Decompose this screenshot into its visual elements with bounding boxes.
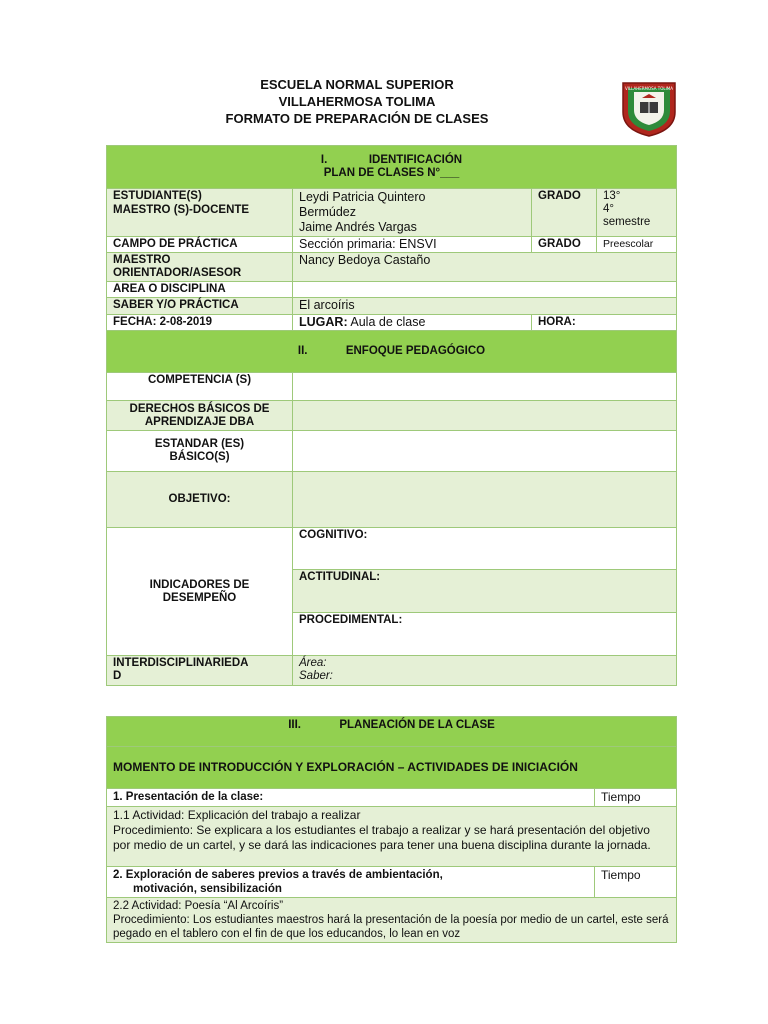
section-identificacion-header bbox=[107, 146, 677, 189]
logo-text: VILLAHERMOSA TOLIMA bbox=[625, 86, 673, 91]
tiempo-label-2: Tiempo bbox=[595, 867, 677, 898]
section-number: II. bbox=[297, 345, 308, 357]
document-header bbox=[150, 76, 564, 127]
presentacion-actividad: 1.1 Actividad: Explicación del trabajo a realizar bbox=[113, 808, 361, 822]
grado-value: 13° 4° semestre bbox=[597, 189, 677, 237]
competencia-value bbox=[293, 373, 677, 401]
section-title: ENFOQUE PEDAGÓGICO bbox=[345, 345, 486, 357]
planeacion-table bbox=[106, 716, 677, 943]
exploracion-detail bbox=[107, 898, 677, 943]
presentacion-title: 1. Presentación de la clase: bbox=[107, 789, 595, 807]
section-planeacion-header bbox=[107, 717, 677, 747]
exploracion-procedimiento: Procedimiento: Los estudiantes maestros hará la presentación de la poesía por medio de un cartel, este será pegado en el tablero con el fin de que los educandos, lo lean en voz bbox=[113, 914, 669, 940]
section-number: I. bbox=[320, 154, 328, 166]
area-label: AREA O DISCIPLINA bbox=[107, 282, 293, 298]
presentacion-procedimiento: Procedimiento: Se explicara a los estudiantes el trabajo a realizar y se hará presentación del objetivo por medio de un cartel, y se dará las indicaciones para tener una buena disciplina durante la jornada. bbox=[113, 823, 651, 852]
exploracion-title: 2. Exploración de saberes previos a través de ambientación, motivación, sensibilización bbox=[107, 867, 595, 898]
hora-label: HORA: bbox=[532, 315, 677, 331]
estandar-value bbox=[293, 431, 677, 472]
estandar-label: ESTANDAR (ES) BÁSICO(S) bbox=[107, 431, 293, 472]
school-name: ESCUELA NORMAL SUPERIOR bbox=[260, 77, 454, 92]
school-location: VILLAHERMOSA TOLIMA bbox=[278, 94, 436, 109]
grado2-label: GRADO bbox=[532, 237, 597, 253]
grado2-value: Preescolar bbox=[597, 237, 677, 253]
campo-value: Sección primaria: ENSVI bbox=[293, 237, 532, 253]
presentacion-detail bbox=[107, 807, 677, 867]
objetivo-value bbox=[293, 472, 677, 528]
lugar-field bbox=[293, 315, 532, 331]
actitudinal-label: ACTITUDINAL: bbox=[293, 570, 677, 613]
indicadores-label: INDICADORES DE DESEMPEÑO bbox=[107, 528, 293, 656]
exploracion-actividad: 2.2 Actividad: Poesía “Al Arcoíris” bbox=[113, 900, 284, 912]
interdisciplinariedad-label: INTERDISCIPLINARIEDA D bbox=[107, 656, 293, 686]
dba-label: DERECHOS BÁSICOS DE APRENDIZAJE DBA bbox=[107, 401, 293, 431]
tiempo-label-1: Tiempo bbox=[595, 789, 677, 807]
section-title: IDENTIFICACIÓN bbox=[368, 154, 463, 166]
campo-label: CAMPO DE PRÁCTICA bbox=[107, 237, 293, 253]
maestro-orientador-value: Nancy Bedoya Castaño bbox=[293, 253, 677, 282]
section-number: III. bbox=[288, 719, 301, 731]
competencia-label: COMPETENCIA (S) bbox=[107, 373, 293, 401]
section-enfoque-header bbox=[107, 331, 677, 373]
grado-label: GRADO bbox=[532, 189, 597, 237]
interdisciplinariedad-value: Área: Saber: bbox=[293, 656, 677, 686]
lugar-value: Aula de clase bbox=[347, 315, 426, 329]
saber-value: El arcoíris bbox=[293, 298, 677, 315]
estudiante-label: ESTUDIANTE(S) MAESTRO (S)-DOCENTE bbox=[107, 189, 293, 237]
saber-label: SABER Y/O PRÁCTICA bbox=[107, 298, 293, 315]
plan-number-label: PLAN DE CLASES N°___ bbox=[323, 167, 460, 179]
lugar-label: LUGAR: bbox=[299, 315, 348, 329]
maestro-orientador-label: MAESTRO ORIENTADOR/ASESOR bbox=[107, 253, 293, 282]
identification-table bbox=[106, 145, 677, 686]
procedimental-label: PROCEDIMENTAL: bbox=[293, 613, 677, 656]
dba-value bbox=[293, 401, 677, 431]
momento-header: MOMENTO DE INTRODUCCIÓN Y EXPLORACIÓN – ACTIVIDADES DE INICIACIÓN bbox=[107, 747, 677, 789]
school-shield-logo bbox=[620, 80, 678, 138]
document-title: FORMATO DE PREPARACIÓN DE CLASES bbox=[225, 111, 489, 126]
fecha-label: FECHA: 2-08-2019 bbox=[107, 315, 293, 331]
area-value bbox=[293, 282, 677, 298]
objetivo-label: OBJETIVO: bbox=[107, 472, 293, 528]
section-title: PLANEACIÓN DE LA CLASE bbox=[339, 719, 495, 731]
cognitivo-label: COGNITIVO: bbox=[293, 528, 677, 570]
estudiante-value: Leydi Patricia Quintero Bermúdez Jaime Andrés Vargas bbox=[293, 189, 532, 237]
